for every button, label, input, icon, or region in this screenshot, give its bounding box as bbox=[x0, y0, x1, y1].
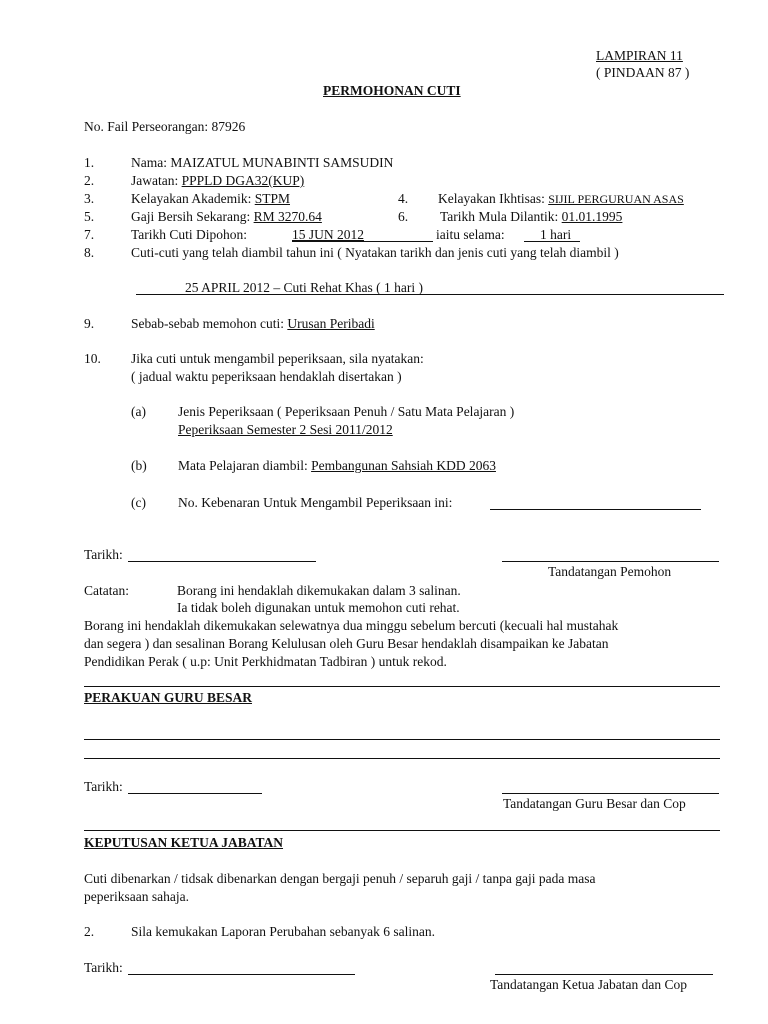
akademik-label: Kelayakan Akademik: bbox=[131, 191, 252, 206]
cuti-diambil-underline bbox=[136, 294, 724, 295]
signature-label-pemohon: Tandatangan Pemohon bbox=[548, 564, 672, 579]
keputusan-text2: peperiksaan sahaja. bbox=[84, 889, 189, 904]
item-number: 2. bbox=[84, 173, 95, 188]
dipohon-label: Tarikh Cuti Dipohon: bbox=[131, 227, 248, 242]
section-divider bbox=[84, 830, 720, 831]
keputusan-text3: Sila kemukakan Laporan Perubahan sebanyak 6 salinan. bbox=[131, 924, 436, 939]
sub-item-c: (c) bbox=[131, 495, 146, 510]
sub-item-a: (a) bbox=[131, 404, 146, 419]
item-number: 3. bbox=[84, 191, 95, 206]
catatan-line1: Borang ini hendaklah dikemukakan dalam 3 salinan. bbox=[177, 583, 461, 598]
ikhtisas-value: SIJIL PERGURUAN ASAS bbox=[548, 192, 684, 206]
akademik-value: STPM bbox=[254, 191, 290, 206]
gaji-label: Gaji Bersih Sekarang: bbox=[131, 209, 251, 224]
notes-paragraph-line2: dan segera ) dan sesalinan Borang Kelulusan oleh Guru Besar hendaklah disampaikan ke Jabatan bbox=[84, 636, 609, 651]
nama-label: Nama: bbox=[131, 155, 167, 170]
notes-paragraph-line1: Borang ini hendaklah dikemukakan selewatnya dua minggu sebelum bercuti (kecuali hal mustahak bbox=[84, 618, 619, 633]
item-number: 8. bbox=[84, 245, 95, 260]
sub-a-value: Peperiksaan Semester 2 Sesi 2011/2012 bbox=[178, 422, 393, 437]
section-divider bbox=[84, 686, 720, 687]
perakuan-tarikh-line bbox=[128, 793, 262, 794]
cuti-diambil-label: Cuti-cuti yang telah diambil tahun ini ( Nyatakan tarikh dan jenis cuti yang telah diambil ) bbox=[131, 245, 619, 260]
item-number: 9. bbox=[84, 316, 95, 331]
catatan-label: Catatan: bbox=[84, 583, 129, 598]
dilantik-value: 01.01.1995 bbox=[561, 209, 623, 224]
file-number: No. Fail Perseorangan: 87926 bbox=[84, 119, 246, 134]
signature-line-pemohon bbox=[502, 561, 719, 562]
item-number: 5. bbox=[84, 209, 95, 224]
keputusan-text1: Cuti dibenarkan / tidsak dibenarkan dengan bergaji penuh / separuh gaji / tanpa gaji pada masa bbox=[84, 871, 596, 886]
signature-label-ketua-jabatan: Tandatangan Ketua Jabatan dan Cop bbox=[490, 977, 687, 992]
akademik-row bbox=[131, 192, 290, 206]
keputusan-tarikh-line bbox=[128, 974, 355, 975]
item-number: 1. bbox=[84, 155, 95, 170]
perakuan-line bbox=[84, 758, 720, 759]
item-number: 10. bbox=[84, 351, 101, 366]
jawatan-label: Jawatan: bbox=[131, 173, 179, 188]
exam-line1: Jika cuti untuk mengambil peperiksaan, sila nyatakan: bbox=[131, 351, 424, 366]
nama-value: MAIZATUL MUNABINTI SAMSUDIN bbox=[170, 155, 394, 170]
kebenaran-field-line bbox=[490, 509, 701, 510]
sebab-value: Urusan Peribadi bbox=[287, 316, 375, 331]
item-number: 2. bbox=[84, 924, 95, 939]
item-number: 4. bbox=[398, 191, 409, 206]
sebab-row bbox=[131, 317, 375, 331]
cuti-diambil-value: 25 APRIL 2012 – Cuti Rehat Khas ( 1 hari ) bbox=[185, 280, 423, 295]
perakuan-line bbox=[84, 739, 720, 740]
sub-b-value: Pembangunan Sahsiah KDD 2063 bbox=[311, 458, 496, 473]
selama-underline bbox=[524, 241, 580, 242]
signature-line-guru-besar bbox=[502, 793, 719, 794]
page-title: PERMOHONAN CUTI bbox=[323, 83, 461, 98]
dipohon-value: 15 JUN 2012 bbox=[292, 227, 365, 242]
gaji-row bbox=[131, 210, 322, 224]
catatan-line2: Ia tidak boleh digunakan untuk memohon cuti rehat. bbox=[177, 600, 460, 615]
selama-label: iaitu selama: bbox=[436, 227, 505, 242]
lampiran-label: LAMPIRAN 11 bbox=[596, 48, 683, 63]
signature-line-ketua-jabatan bbox=[495, 974, 713, 975]
sub-a-label: Jenis Peperiksaan ( Peperiksaan Penuh / Satu Mata Pelajaran ) bbox=[178, 404, 515, 419]
jawatan-value: PPPLD DGA32(KUP) bbox=[181, 173, 305, 188]
sub-c-label: No. Kebenaran Untuk Mengambil Peperiksaan ini: bbox=[178, 495, 453, 510]
pindaan-label: ( PINDAAN 87 ) bbox=[596, 65, 690, 80]
sebab-label: Sebab-sebab memohon cuti: bbox=[131, 316, 284, 331]
perakuan-title: PERAKUAN GURU BESAR bbox=[84, 690, 253, 705]
keputusan-title: KEPUTUSAN KETUA JABATAN bbox=[84, 835, 284, 850]
item-number: 6. bbox=[398, 209, 409, 224]
gaji-value: RM 3270.64 bbox=[253, 209, 322, 224]
sub-b-label: Mata Pelajaran diambil: bbox=[178, 458, 308, 473]
tarikh-label: Tarikh: bbox=[84, 547, 123, 562]
ikhtisas-label: Kelayakan Ikhtisas: bbox=[438, 191, 545, 206]
notes-paragraph-line3: Pendidikan Perak ( u.p: Unit Perkhidmatan Tadbiran ) untuk rekod. bbox=[84, 654, 447, 669]
ikhtisas-row bbox=[438, 192, 684, 206]
exam-line2: ( jadual waktu peperiksaan hendaklah disertakan ) bbox=[131, 369, 402, 384]
perakuan-tarikh-label: Tarikh: bbox=[84, 779, 123, 794]
dipohon-underline bbox=[292, 241, 433, 242]
dilantik-row bbox=[440, 210, 622, 224]
tarikh-field-line bbox=[128, 561, 316, 562]
dilantik-label: Tarikh Mula Dilantik: bbox=[440, 209, 559, 224]
sub-item-b: (b) bbox=[131, 458, 147, 473]
jawatan-row bbox=[131, 174, 304, 188]
selama-value: 1 hari bbox=[540, 227, 572, 242]
nama-row bbox=[131, 156, 393, 170]
sub-b-row bbox=[178, 459, 496, 473]
signature-label-guru-besar: Tandatangan Guru Besar dan Cop bbox=[503, 796, 686, 811]
item-number: 7. bbox=[84, 227, 95, 242]
keputusan-tarikh-label: Tarikh: bbox=[84, 960, 123, 975]
